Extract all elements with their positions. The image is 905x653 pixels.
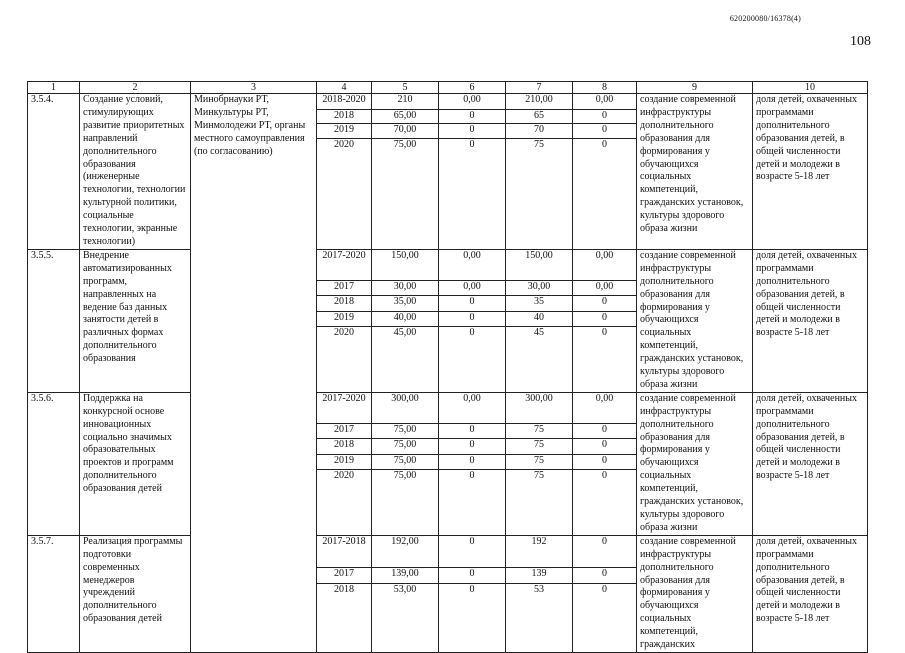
document-code: 620200080/16378(4) [729, 14, 801, 23]
amount-col8: 0 [573, 470, 637, 536]
year-cell: 2019 [317, 311, 372, 326]
year-cell: 2019 [317, 124, 372, 138]
amount-col6: 0 [439, 423, 506, 438]
year-cell: 2018 [317, 583, 372, 652]
year-cell: 2018-2020 [317, 94, 372, 110]
amount-total: 75,00 [372, 454, 439, 469]
amount-col6: 0 [439, 470, 506, 536]
amount-total: 65,00 [372, 109, 439, 123]
amount-col6: 0 [439, 124, 506, 138]
year-cell: 2017 [317, 280, 372, 295]
column-header: 8 [573, 82, 637, 94]
year-cell: 2020 [317, 470, 372, 536]
indicator: доля детей, охваченных программами дополнительного образования детей, в общей численности детей и молодежи в возрасте 5-18 лет [753, 392, 868, 535]
year-cell: 2018 [317, 109, 372, 123]
year-cell: 2020 [317, 327, 372, 393]
year-cell: 2017 [317, 568, 372, 584]
amount-col7: 192 [506, 535, 573, 567]
amount-col8: 0 [573, 138, 637, 249]
amount-col6: 0 [439, 439, 506, 454]
table-row [28, 392, 868, 423]
amount-col7: 30,00 [506, 280, 573, 295]
item-number: 3.5.6. [28, 392, 80, 535]
amount-col8: 0 [573, 311, 637, 326]
measure-title: Реализация программы подготовки современных менеджеров учреждений дополнительного образования детей [80, 535, 191, 652]
expected-result: создание современной инфраструктуры дополнительного образования для формирования у обучающихся социальных компетенций, гражданских установок, культуры здорового образа жизни [637, 249, 753, 392]
amount-col7: 75 [506, 423, 573, 438]
amount-total: 75,00 [372, 138, 439, 249]
amount-col8: 0 [573, 454, 637, 469]
column-header: 3 [191, 82, 317, 94]
expected-result: создание современной инфраструктуры дополнительного образования для формирования у обучающихся социальных компетенций, гражданских установок, культуры здорового образа жизни [637, 392, 753, 535]
year-cell: 2019 [317, 454, 372, 469]
amount-col7: 40 [506, 311, 573, 326]
year-cell: 2017 [317, 423, 372, 438]
amount-col7: 75 [506, 470, 573, 536]
amount-total: 150,00 [372, 249, 439, 280]
amount-total: 75,00 [372, 423, 439, 438]
column-header: 2 [80, 82, 191, 94]
amount-col6: 0 [439, 583, 506, 652]
year-cell: 2017-2020 [317, 249, 372, 280]
indicator: доля детей, охваченных программами дополнительного образования детей, в общей численности детей и молодежи в возрасте 5-18 лет [753, 249, 868, 392]
amount-total: 40,00 [372, 311, 439, 326]
amount-col8: 0 [573, 423, 637, 438]
amount-col6: 0 [439, 138, 506, 249]
column-header: 5 [372, 82, 439, 94]
year-cell: 2017-2020 [317, 392, 372, 423]
amount-col6: 0 [439, 109, 506, 123]
item-number: 3.5.5. [28, 249, 80, 392]
amount-col7: 75 [506, 439, 573, 454]
amount-col6: 0,00 [439, 94, 506, 110]
amount-total: 45,00 [372, 327, 439, 393]
column-header: 9 [637, 82, 753, 94]
column-header: 10 [753, 82, 868, 94]
item-number: 3.5.7. [28, 535, 80, 652]
table-row [28, 535, 868, 567]
table-row [28, 249, 868, 280]
amount-col7: 35 [506, 296, 573, 311]
amount-total: 300,00 [372, 392, 439, 423]
amount-col6: 0,00 [439, 392, 506, 423]
amount-col8: 0 [573, 124, 637, 138]
amount-total: 210 [372, 94, 439, 110]
amount-total: 75,00 [372, 439, 439, 454]
item-number: 3.5.4. [28, 94, 80, 250]
amount-col6: 0 [439, 454, 506, 469]
column-header: 6 [439, 82, 506, 94]
table-body [28, 94, 868, 653]
amount-col7: 210,00 [506, 94, 573, 110]
indicator: доля детей, охваченных программами дополнительного образования детей, в общей численности детей и молодежи в возрасте 5-18 лет [753, 535, 868, 652]
amount-col8: 0,00 [573, 392, 637, 423]
program-table [27, 81, 868, 653]
amount-col7: 70 [506, 124, 573, 138]
amount-col7: 150,00 [506, 249, 573, 280]
measure-title: Внедрение автоматизированных программ, направленных на ведение баз данных занятости детей в различных формах дополнительного образования [80, 249, 191, 392]
measure-title: Поддержка на конкурсной основе инновационных социально значимых образовательных проектов и программ дополнительного образования детей [80, 392, 191, 535]
amount-col8: 0,00 [573, 94, 637, 110]
amount-col6: 0 [439, 327, 506, 393]
amount-total: 70,00 [372, 124, 439, 138]
amount-col6: 0 [439, 535, 506, 567]
year-cell: 2018 [317, 439, 372, 454]
year-cell: 2018 [317, 296, 372, 311]
header-row [28, 82, 868, 94]
amount-total: 75,00 [372, 470, 439, 536]
expected-result: создание современной инфраструктуры дополнительного образования для формирования у обучающихся социальных компетенций, гражданских установок, культуры здорового образа жизни [637, 94, 753, 250]
column-header: 7 [506, 82, 573, 94]
amount-col8: 0 [573, 535, 637, 567]
amount-col8: 0 [573, 439, 637, 454]
amount-col8: 0 [573, 327, 637, 393]
amount-total: 192,00 [372, 535, 439, 567]
amount-col7: 53 [506, 583, 573, 652]
page-number: 108 [850, 34, 871, 49]
amount-total: 53,00 [372, 583, 439, 652]
amount-col6: 0 [439, 311, 506, 326]
responsible-executors: Минобрнауки РТ, Минкультуры РТ, Минмолодежи РТ, органы местного самоуправления (по согласованию) [191, 94, 317, 653]
indicator: доля детей, охваченных программами дополнительного образования детей, в общей численности детей и молодежи в возрасте 5-18 лет [753, 94, 868, 250]
table-header [28, 82, 868, 94]
amount-col7: 75 [506, 454, 573, 469]
amount-col7: 75 [506, 138, 573, 249]
amount-total: 35,00 [372, 296, 439, 311]
amount-col8: 0,00 [573, 249, 637, 280]
amount-col7: 45 [506, 327, 573, 393]
amount-col6: 0,00 [439, 280, 506, 295]
table-row [28, 94, 868, 110]
expected-result: создание современной инфраструктуры дополнительного образования для формирования у обучающихся социальных компетенций, гражданских [637, 535, 753, 652]
column-header: 4 [317, 82, 372, 94]
amount-col6: 0 [439, 296, 506, 311]
amount-col8: 0 [573, 296, 637, 311]
amount-col8: 0 [573, 583, 637, 652]
amount-total: 139,00 [372, 568, 439, 584]
amount-col8: 0 [573, 568, 637, 584]
measure-title: Создание условий, стимулирующих развитие приоритетных направлений дополнительного образования (инженерные технологии, технологии культурной политики, социальные технологии, экранные технологии) [80, 94, 191, 250]
amount-col6: 0 [439, 568, 506, 584]
year-cell: 2017-2018 [317, 535, 372, 567]
amount-col7: 139 [506, 568, 573, 584]
amount-col7: 65 [506, 109, 573, 123]
amount-col8: 0 [573, 109, 637, 123]
amount-total: 30,00 [372, 280, 439, 295]
amount-col6: 0,00 [439, 249, 506, 280]
year-cell: 2020 [317, 138, 372, 249]
column-header: 1 [28, 82, 80, 94]
amount-col8: 0,00 [573, 280, 637, 295]
amount-col7: 300,00 [506, 392, 573, 423]
